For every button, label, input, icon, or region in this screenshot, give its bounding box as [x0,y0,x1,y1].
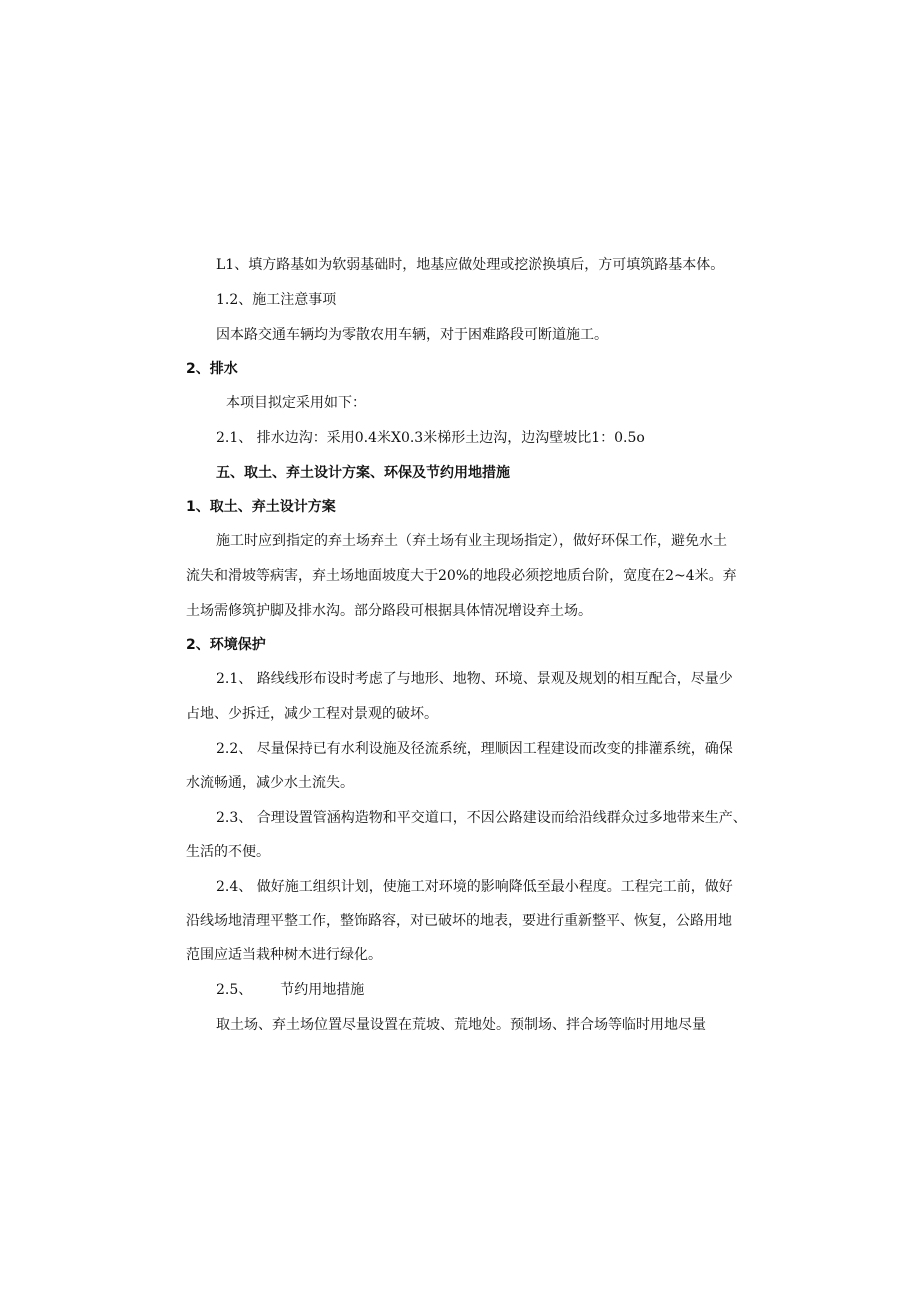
subheading-2-5 [216,980,364,1000]
subheading-2-5-number: 2.5、 [216,982,253,998]
paragraph-adopt: 本项目拟定采用如下： [226,395,366,411]
paragraph-1-1: L1、填方路基如为软弱基础时，地基应做处理或挖淤换填后，方可填筑路基本体。 [216,257,725,273]
paragraph-2-3-line-1: 2.3、 合理设置管涵构造物和平交道口，不因公路建设而给沿线群众过多地带来生产、 [216,810,747,826]
paragraph-spoil-line-3: 土场需修筑护脚及排水沟。部分路段可根据具体情况增设弃土场。 [186,603,592,619]
heading-drainage: 2、排水 [186,361,238,377]
paragraph-land-saving: 取土场、弃土场位置尽量设置在荒坡、荒地处。预制场、拌合场等临时用地尽量 [216,1017,706,1033]
paragraph-2-1-line-1: 2.1、 路线线形布设时考虑了与地形、地物、环境、景观及规划的相互配合，尽量少 [216,671,733,687]
paragraph-2-1-line-2: 占地、少拆迁，减少工程对景观的破坏。 [186,706,438,722]
paragraph-2-2-line-2: 水流畅通，减少水土流失。 [186,775,354,791]
heading-borrow-spoil: 1、取土、弃土设计方案 [186,499,336,515]
subheading-2-5-title: 节约用地措施 [280,982,365,998]
paragraph-2-1-drain: 2.1、 排水边沟：采用0.4米X0.3米梯形土边沟，边沟壁坡比1：0.5o [216,430,645,446]
paragraph-traffic: 因本路交通车辆均为零散农用车辆，对于困难路段可断道施工。 [216,327,608,343]
paragraph-2-2-line-1: 2.2、 尽量保持已有水利设施及径流系统，理顺因工程建设而改变的排灌系统，确保 [216,741,733,757]
subheading-1-2: 1.2、施工注意事项 [216,292,337,308]
paragraph-spoil-line-2: 流失和滑坡等病害，弃土场地面坡度大于20%的地段必须挖地质台阶，宽度在2~4米。弃 [186,568,737,584]
heading-environment: 2、环境保护 [186,637,266,653]
paragraph-2-4-line-2: 沿线场地清理平整工作，整饰路容，对已破坏的地表，要进行重新整平、恢复，公路用地 [186,913,732,929]
paragraph-2-4-line-1: 2.4、 做好施工组织计划，使施工对环境的影响降低至最小程度。工程完工前，做好 [216,879,733,895]
paragraph-spoil-line-1: 施工时应到指定的弃土场弃土（弃土场有业主现场指定），做好环保工作，避免水土 [216,533,727,549]
paragraph-2-4-line-3: 范围应适当栽种树木进行绿化。 [186,947,382,963]
paragraph-2-3-line-2: 生活的不便。 [186,844,270,860]
section-heading-5: 五、取土、弃土设计方案、环保及节约用地措施 [216,465,510,481]
